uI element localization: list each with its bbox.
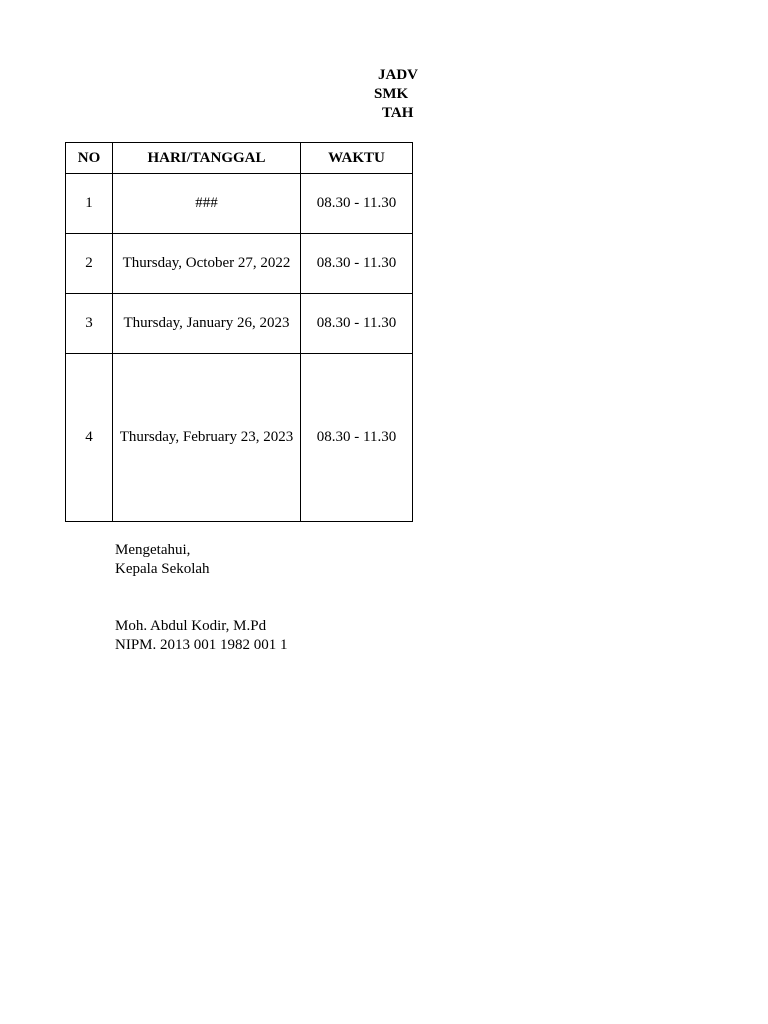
cell-hari-tanggal: Thursday, February 23, 2023	[113, 354, 301, 522]
cell-no: 4	[66, 354, 113, 522]
cell-no: 3	[66, 294, 113, 354]
cell-hari-tanggal: ###	[113, 174, 301, 234]
academic-year: TAH	[382, 105, 414, 121]
table-row	[66, 174, 413, 234]
cell-hari-tanggal: Thursday, October 27, 2022	[113, 234, 301, 294]
schedule-title: JADV	[378, 67, 418, 83]
table-header-row	[66, 143, 413, 174]
principal-nipm: NIPM. 2013 001 1982 001 1	[115, 637, 288, 653]
cell-waktu: 08.30 - 11.30	[301, 354, 413, 522]
acknowledged-label: Mengetahui,	[115, 542, 191, 558]
cell-no: 1	[66, 174, 113, 234]
principal-position: Kepala Sekolah	[115, 561, 210, 577]
principal-name: Moh. Abdul Kodir, M.Pd	[115, 618, 267, 634]
cell-waktu: 08.30 - 11.30	[301, 234, 413, 294]
cell-waktu: 08.30 - 11.30	[301, 174, 413, 234]
table-row	[66, 294, 413, 354]
cell-hari-tanggal: Thursday, January 26, 2023	[113, 294, 301, 354]
school-name: SMK	[374, 86, 409, 102]
cell-waktu: 08.30 - 11.30	[301, 294, 413, 354]
table-row	[66, 354, 413, 522]
column-header-no: NO	[66, 143, 113, 174]
column-header-waktu: WAKTU	[301, 143, 413, 174]
table-row	[66, 234, 413, 294]
schedule-table	[65, 142, 413, 522]
column-header-hari-tanggal: HARI/TANGGAL	[113, 143, 301, 174]
cell-no: 2	[66, 234, 113, 294]
